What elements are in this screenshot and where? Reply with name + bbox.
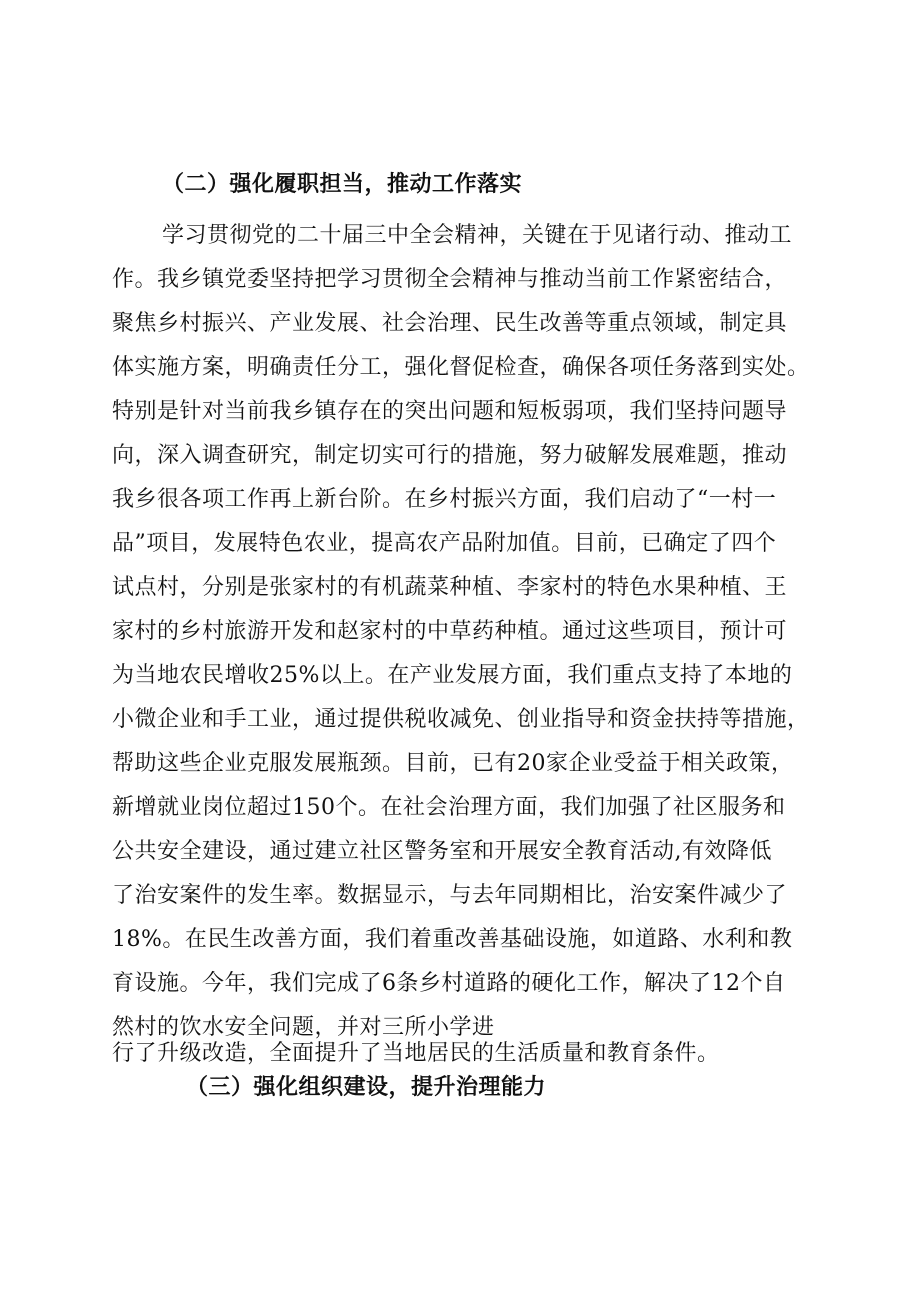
paragraph-line: 18%。在民生改善方面，我们着重改善基础设施，如道路、水利和教 [112, 927, 793, 952]
paragraph-line: 然村的饮水安全问题，并对三所小学进 [112, 1015, 495, 1040]
section-heading-3: （三）强化组织建设，提升治理能力 [186, 1075, 547, 1100]
paragraph-line: 向，深入调查研究，制定切实可行的措施，努力破解发展难题，推动 [112, 443, 788, 468]
paragraph-line: 小微企业和手工业，通过提供税收减免、创业指导和资金扶持等措施， [112, 707, 810, 732]
paragraph-line: 我乡很各项工作再上新台阶。在乡村振兴方面，我们启动了“一村一 [112, 487, 777, 512]
paragraph-line: 公共安全建设，通过建立社区警务室和开展安全教育活动,有效降低 [112, 839, 772, 864]
section-heading-2: （二）强化履职担当，推动工作落实 [162, 172, 523, 197]
paragraph-line: 作。我乡镇党委坚持把学习贯彻全会精神与推动当前工作紧密结合， [112, 267, 788, 292]
paragraph-line: 新增就业岗位超过150个。在社会治理方面，我们加强了社区服务和 [112, 795, 786, 820]
paragraph-line: 特别是针对当前我乡镇存在的突出问题和短板弱项，我们坚持问题导 [112, 399, 788, 424]
paragraph-line: 体实施方案，明确责任分工，强化督促检查，确保各项任务落到实处。 [112, 355, 810, 380]
paragraph-line: 了治安案件的发生率。数据显示，与去年同期相比，治安案件减少了 [112, 883, 788, 908]
paragraph-line: 帮助这些企业克服发展瓶颈。目前，已有20家企业受益于相关政策， [112, 751, 794, 776]
paragraph-line: 育设施。今年，我们完成了6条乡村道路的硬化工作，解决了12个自 [112, 971, 786, 996]
paragraph-line: 行了升级改造，全面提升了当地居民的生活质量和教育条件。 [112, 1041, 720, 1066]
paragraph-line: 学习贯彻党的二十届三中全会精神，关键在于见诸行动、推动工 [162, 223, 793, 248]
paragraph-line: 品”项目，发展特色农业，提高农产品附加值。目前，已确定了四个 [112, 531, 777, 556]
paragraph-line: 家村的乡村旅游开发和赵家村的中草药种植。通过这些项目，预计可 [112, 619, 788, 644]
paragraph-line: 试点村，分别是张家村的有机蔬菜种植、李家村的特色水果种植、王 [112, 575, 788, 600]
paragraph-line: 聚焦乡村振兴、产业发展、社会治理、民生改善等重点领域，制定具 [112, 311, 788, 336]
paragraph-line: 为当地农民增收25%以上。在产业发展方面，我们重点支持了本地的 [112, 663, 793, 688]
